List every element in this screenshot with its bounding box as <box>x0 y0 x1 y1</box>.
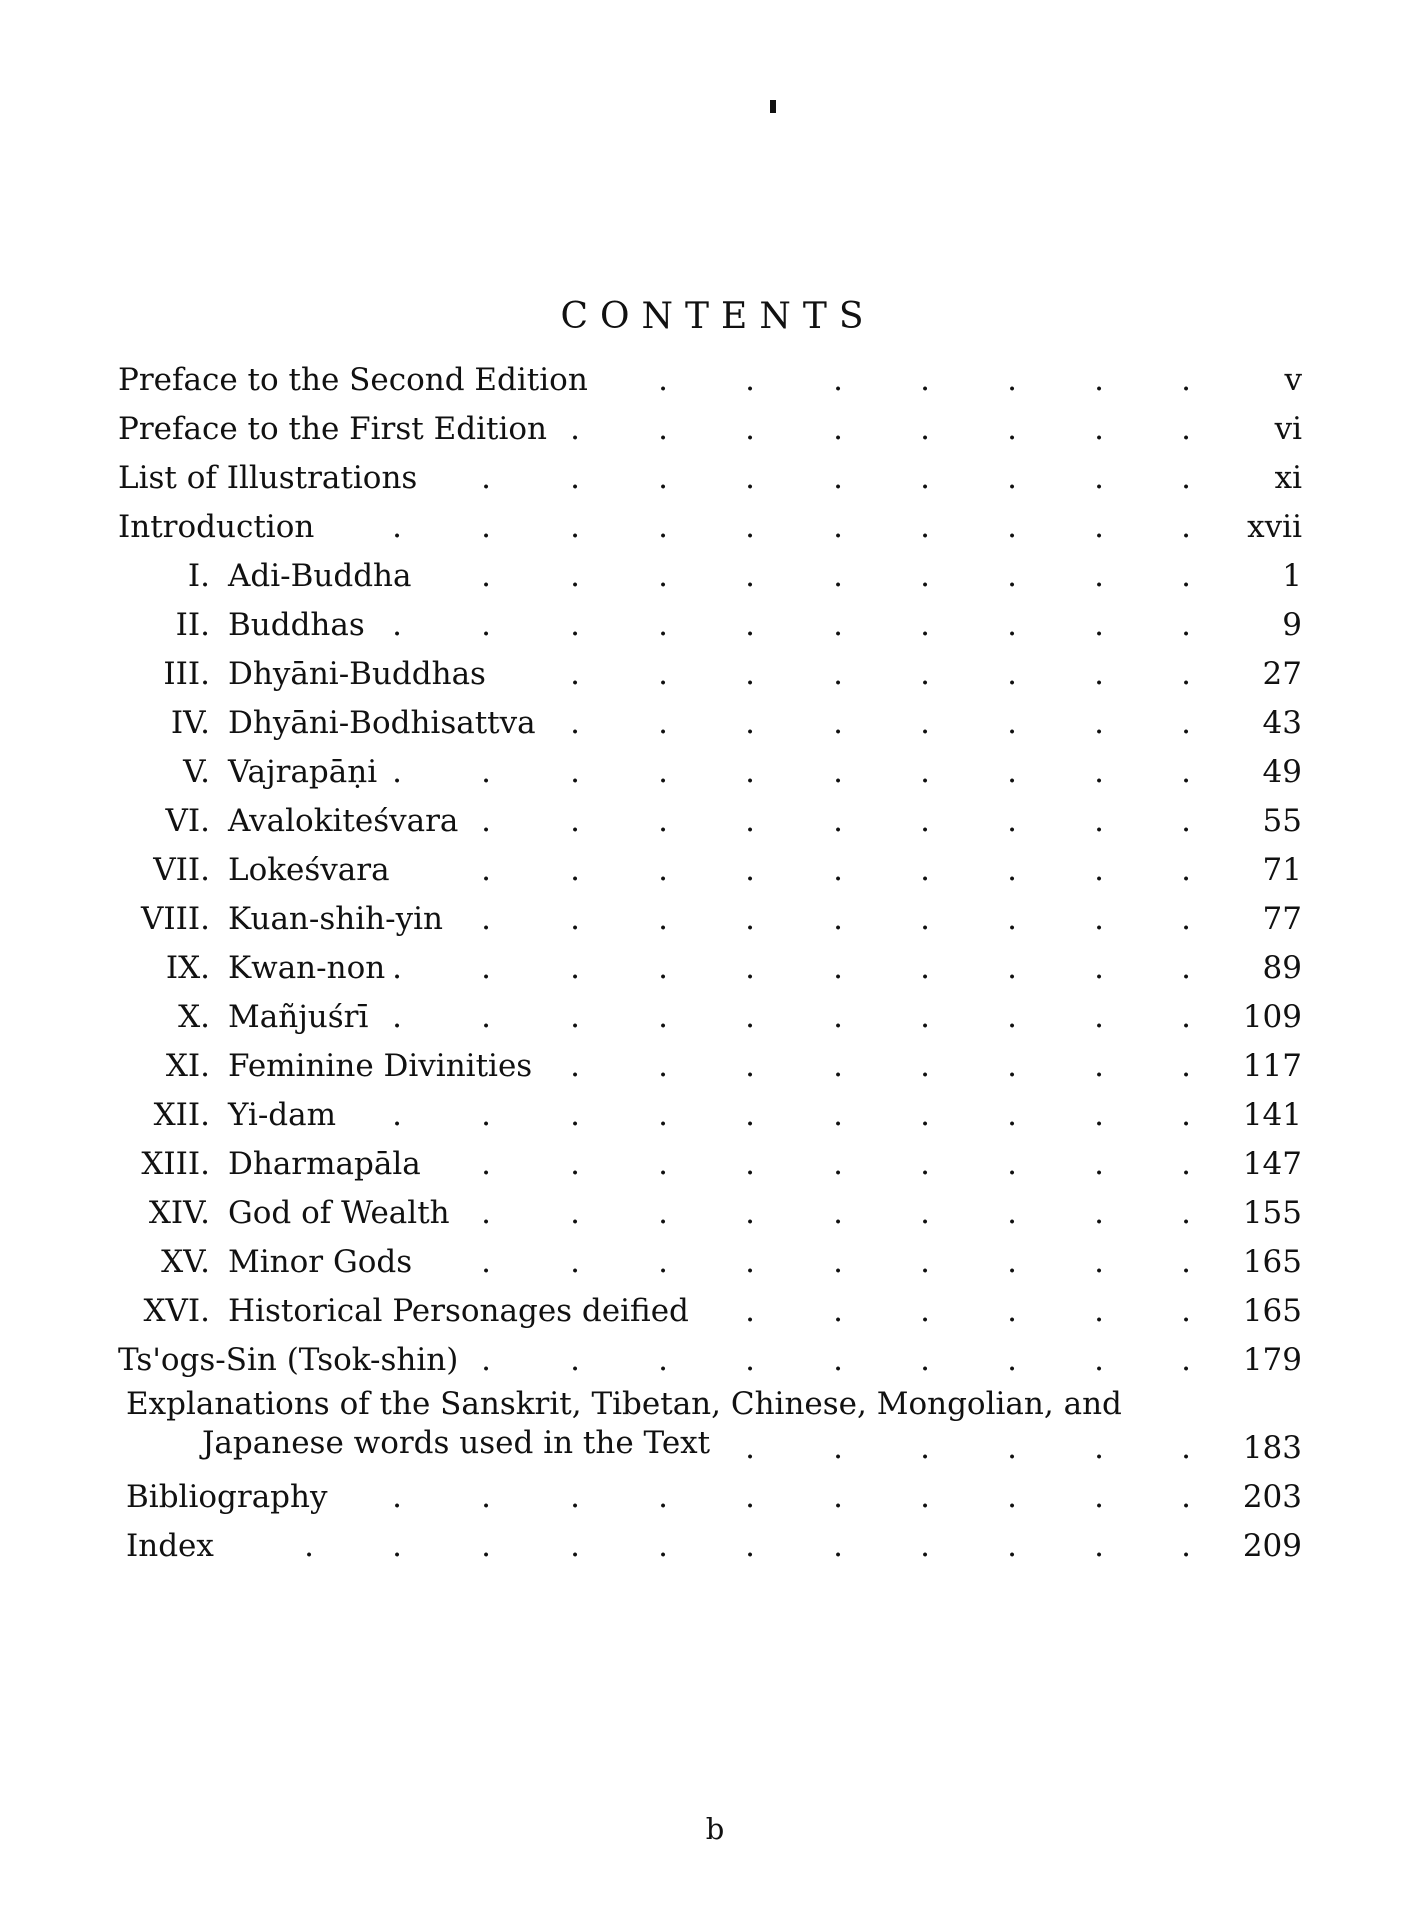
dot-leader: . . . . . . . . . <box>481 1195 1191 1231</box>
entry-title: Introduction <box>118 509 315 545</box>
page-number: vi <box>1274 411 1302 447</box>
toc-entry[interactable] <box>0 1385 1406 1466</box>
entry-title: Kwan-non <box>228 950 386 986</box>
toc-entry[interactable] <box>0 1189 1406 1238</box>
dot-leader: . . . . . . . . . <box>481 1244 1191 1280</box>
toc-entry[interactable] <box>0 1522 1406 1571</box>
page-number: 89 <box>1262 950 1302 986</box>
entry-title: Kuan-shih-yin <box>228 901 443 937</box>
toc-entry[interactable] <box>0 797 1406 846</box>
page-number: 109 <box>1242 999 1302 1035</box>
dot-leader: . . . . . . . . . <box>481 852 1191 888</box>
page-number: 1 <box>1282 558 1302 594</box>
chapter-number: XV. <box>161 1244 210 1280</box>
chapter-number: XIII. <box>141 1146 210 1182</box>
chapter-number: I. <box>187 558 210 594</box>
chapter-number: II. <box>175 607 210 643</box>
dot-leader: . . . . . . . . . . <box>392 1479 1191 1515</box>
chapter-number: XI. <box>165 1048 210 1084</box>
chapter-number: V. <box>183 754 210 790</box>
dot-leader: . . . . . . . . . <box>481 460 1191 496</box>
entry-title: Mañjuśrī <box>228 999 369 1035</box>
toc-entry[interactable] <box>0 1287 1406 1336</box>
toc-entry[interactable] <box>0 552 1406 601</box>
entry-title: Feminine Divinities <box>228 1048 533 1084</box>
toc-entry[interactable] <box>0 503 1406 552</box>
dot-leader: . . . . . . . . . . <box>392 509 1191 545</box>
entry-title: Minor Gods <box>228 1244 413 1280</box>
page-number: 55 <box>1262 803 1302 839</box>
page-number: 179 <box>1242 1342 1302 1378</box>
page-number: 209 <box>1242 1528 1302 1564</box>
page-number: 203 <box>1242 1479 1302 1515</box>
dot-leader: . . . . . . . . . . . <box>304 1528 1191 1564</box>
toc-entry[interactable] <box>0 650 1406 699</box>
page-number: 9 <box>1282 607 1302 643</box>
chapter-number: VI. <box>165 803 210 839</box>
toc-entry[interactable] <box>0 1091 1406 1140</box>
entry-title: Dharmapāla <box>228 1146 421 1182</box>
entry-title: Yi-dam <box>228 1097 337 1133</box>
page-number: 43 <box>1262 705 1302 741</box>
entry-title: Lokeśvara <box>228 852 390 888</box>
page-number: xi <box>1274 460 1302 496</box>
entry-title: Vajrapāṇi <box>228 754 378 790</box>
dot-leader: . . . . . . . . . . <box>392 950 1191 986</box>
chapter-number: XVI. <box>143 1293 210 1329</box>
toc-entry[interactable] <box>0 993 1406 1042</box>
toc-entry[interactable] <box>0 944 1406 993</box>
toc-entry[interactable] <box>0 1473 1406 1522</box>
dot-leader: . . . . . . <box>745 1293 1191 1329</box>
toc-entry[interactable] <box>0 454 1406 503</box>
toc-entry[interactable] <box>0 601 1406 650</box>
page-number: 165 <box>1242 1293 1302 1329</box>
dot-leader: . . . . . . . . <box>570 411 1191 447</box>
dot-leader: . . . . . . <box>745 1430 1191 1466</box>
dot-leader: . . . . . . . . . <box>481 1146 1191 1182</box>
toc-entry[interactable] <box>0 846 1406 895</box>
entry-title: Ts'ogs-Sin (Tsok-shin) <box>118 1342 459 1378</box>
dot-leader: . . . . . . . . <box>570 1048 1191 1084</box>
page-number: 155 <box>1242 1195 1302 1231</box>
dot-leader: . . . . . . . . . <box>481 558 1191 594</box>
entry-title: Dhyāni-Bodhisattva <box>228 705 536 741</box>
page-number: v <box>1284 362 1302 398</box>
toc-entry[interactable] <box>0 699 1406 748</box>
page-number: 141 <box>1242 1097 1302 1133</box>
page-number: 117 <box>1242 1048 1302 1084</box>
entry-title: God of Wealth <box>228 1195 450 1231</box>
chapter-number: VII. <box>153 852 210 888</box>
page-number: 183 <box>1242 1430 1302 1466</box>
entry-title: Avalokiteśvara <box>228 803 459 839</box>
dot-leader: . . . . . . . . <box>570 705 1191 741</box>
page-number: 165 <box>1242 1244 1302 1280</box>
entry-title: Preface to the Second Edition <box>118 362 588 398</box>
entry-title: Historical Personages deified <box>228 1293 689 1329</box>
chapter-number: XII. <box>153 1097 210 1133</box>
dot-leader: . . . . . . . . . <box>481 803 1191 839</box>
entry-title: Index <box>126 1528 214 1564</box>
dot-leader: . . . . . . . . . . <box>392 754 1191 790</box>
chapter-number: III. <box>163 656 210 692</box>
dot-leader: . . . . . . . . <box>570 656 1191 692</box>
toc-entry[interactable] <box>0 748 1406 797</box>
page-title: CONTENTS <box>560 296 876 337</box>
dot-leader: . . . . . . . . . . <box>392 999 1191 1035</box>
entry-title: Bibliography <box>126 1479 328 1515</box>
toc-entry[interactable] <box>0 1336 1406 1385</box>
chapter-number: XIV. <box>148 1195 210 1231</box>
dot-leader: . . . . . . . . . <box>481 901 1191 937</box>
page-number: 77 <box>1262 901 1302 937</box>
dot-leader: . . . . . . . . . . <box>392 1097 1191 1133</box>
toc-entry[interactable] <box>0 1042 1406 1091</box>
chapter-number: IX. <box>165 950 210 986</box>
entry-title: Dhyāni-Buddhas <box>228 656 486 692</box>
chapter-number: VIII. <box>141 901 210 937</box>
page-number: 147 <box>1242 1146 1302 1182</box>
chapter-number: IV. <box>170 705 210 741</box>
entry-title: Buddhas <box>228 607 365 643</box>
entry-title: Adi-Buddha <box>228 558 412 594</box>
page-number: 27 <box>1262 656 1302 692</box>
dot-leader: . . . . . . . . . <box>481 1342 1191 1378</box>
entry-title: List of Illustrations <box>118 460 418 496</box>
toc-entry[interactable] <box>0 405 1406 454</box>
entry-title: Preface to the First Edition <box>118 411 547 447</box>
chapter-number: X. <box>178 999 210 1035</box>
toc-entry[interactable] <box>0 1238 1406 1287</box>
dot-leader: . . . . . . . . . . <box>392 607 1191 643</box>
page-signature: b <box>705 1812 725 1846</box>
toc-entry[interactable] <box>0 895 1406 944</box>
top-page-mark <box>770 100 776 113</box>
toc-entry[interactable] <box>0 1140 1406 1189</box>
page-number: 71 <box>1262 852 1302 888</box>
toc-entry[interactable] <box>0 356 1406 405</box>
page-number: 49 <box>1262 754 1302 790</box>
dot-leader: . . . . . . . <box>658 362 1191 398</box>
entry-title-continued: Japanese words used in the Text <box>202 1425 711 1461</box>
page-number: xvii <box>1247 509 1302 545</box>
entry-title: Explanations of the Sanskrit, Tibetan, Chinese, Mongolian, and <box>126 1386 1122 1422</box>
